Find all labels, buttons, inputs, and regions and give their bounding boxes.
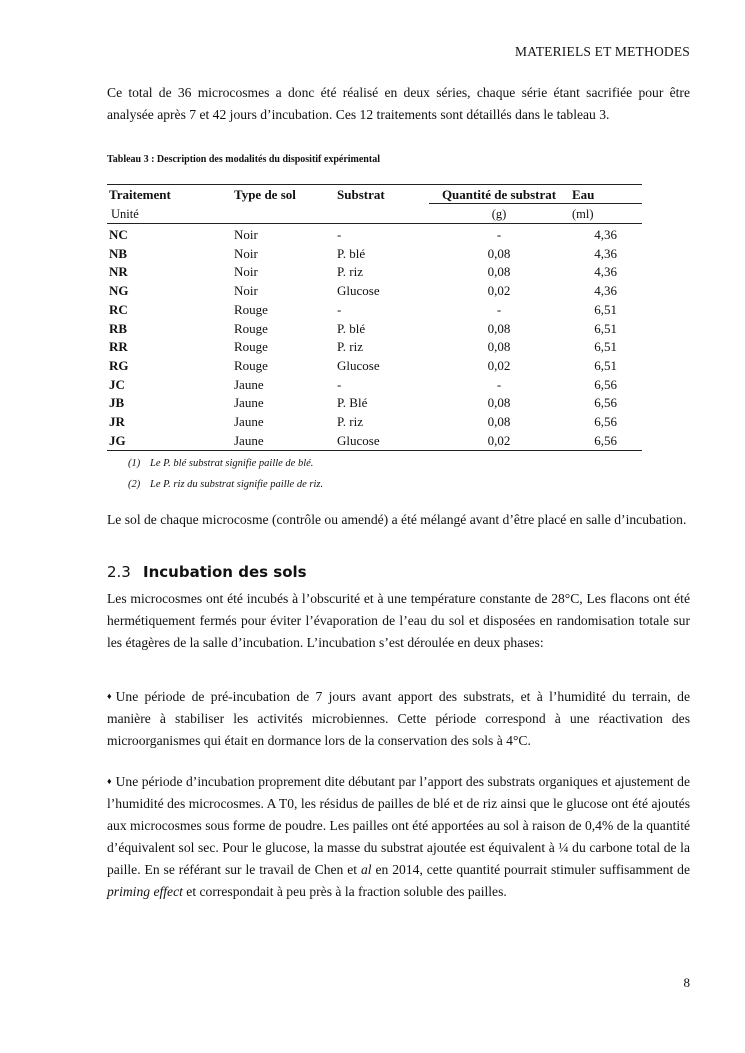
cell-water: 6,51 [594, 301, 617, 317]
cell-soil-type: Rouge [234, 301, 268, 317]
cell-substrate: - [337, 227, 342, 242]
header-underline [429, 203, 642, 204]
diamond-bullet-icon: ♦ [107, 691, 112, 701]
bullet-2-italic-priming: priming effect [107, 884, 183, 899]
table-row [107, 338, 642, 356]
cell-substrate-quantity: 0,08 [487, 395, 511, 411]
cell-treatment: RC [109, 301, 128, 317]
cell-substrate-quantity: 0,08 [487, 245, 511, 261]
cell-substrate-quantity: 0,08 [487, 339, 511, 355]
cell-treatment: NC [109, 227, 128, 242]
table-row [107, 432, 642, 450]
cell-substrate-quantity: - [496, 301, 502, 317]
cell-substrate-quantity: - [496, 227, 502, 242]
unit-grams: (g) [491, 207, 507, 221]
header-substrate-quantity: Quantité de substrat [441, 187, 557, 202]
cell-substrate: P. riz [337, 264, 363, 280]
cell-soil-type: Jaune [234, 376, 264, 392]
table-row [107, 263, 642, 281]
table-row [107, 282, 642, 300]
cell-substrate-quantity: 0,02 [487, 432, 511, 448]
table-header-row [107, 186, 642, 204]
cell-soil-type: Noir [234, 245, 258, 261]
cell-substrate: - [337, 376, 342, 392]
table-note-2 [128, 479, 323, 490]
header-soil-type: Type de sol [234, 187, 296, 202]
cell-treatment: NR [109, 264, 128, 280]
cell-water: 6,51 [594, 320, 617, 336]
bullet-2-text-cont: en 2014, cette quantité pourrait stimuler suffisamment de [371, 862, 690, 877]
cell-substrate-quantity: 0,08 [487, 414, 511, 429]
cell-treatment: JB [109, 395, 125, 411]
cell-substrate: Glucose [337, 283, 380, 299]
cell-water: 6,56 [594, 376, 617, 392]
cell-water: 4,36 [594, 227, 617, 242]
cell-substrate: P. riz [337, 414, 363, 429]
table-row [107, 320, 642, 338]
cell-substrate: P. Blé [337, 395, 368, 411]
table-bottom-rule [107, 450, 642, 451]
cell-treatment: JR [109, 414, 125, 429]
unit-label: Unité [111, 207, 139, 221]
mix-paragraph: Le sol de chaque microcosme (contrôle ou amendé) a été mélangé avant d’être placé en salle d’incubation. [107, 512, 687, 527]
bullet-2-text: Une période d’incubation proprement dite débutant par l’apport des substrats organiques et ajustement de l’humidité des microcosmes. A T0, les résidus de pailles de blé et de riz ainsi que le glucose ont été ajoutés aux microcosmes sous forme de poudre. Les pailles ont été apportées au sol à raison de 0,4% de la quantité d’équivalent sol sec. Pour le glucose, la masse du substrat ajoutée est équivalent à ¼ du carbone total de la paille. En se référant sur le travail de Chen et [107, 774, 690, 877]
cell-water: 6,51 [594, 339, 617, 355]
cell-substrate-quantity: 0,08 [487, 320, 511, 336]
header-substrate: Substrat [337, 187, 385, 202]
table-row [107, 301, 642, 319]
table-row [107, 226, 642, 244]
unit-ml: (ml) [572, 207, 594, 221]
table-row [107, 394, 642, 412]
page-number: 8 [683, 975, 690, 990]
table-caption: Tableau 3 : Description des modalités du dispositif expérimental [107, 154, 380, 165]
table-row [107, 376, 642, 394]
incubation-paragraph: Les microcosmes ont été incubés à l’obscurité et à une température constante de 28°C, Les flacons ont été hermétiquement fermés pour éviter l’évaporation de l’eau du sol et disposées en randomisation totale sur les étagères de la salle d’incubation. L’incubation s’est déroulée en deux phases: [107, 591, 690, 650]
cell-water: 6,56 [594, 395, 617, 411]
table-note-1 [128, 458, 313, 469]
table-unit-row [107, 205, 642, 223]
cell-substrate: P. riz [337, 339, 363, 355]
bullet-1-text: Une période de pré-incubation de 7 jours avant apport des substrats, et à l’humidité du terrain, de manière à stabiliser les activités microbiennes. Cette période correspond à une réactivation des microorganismes qui était en dormance lors de la conservation des sols à 4°C. [107, 689, 690, 748]
running-header: MATERIELS ET METHODES [515, 44, 690, 59]
cell-soil-type: Noir [234, 264, 258, 280]
note-text: Le P. riz du substrat signifie paille de riz. [150, 479, 324, 490]
diamond-bullet-icon: ♦ [107, 776, 112, 786]
intro-paragraph: Ce total de 36 microcosmes a donc été réalisé en deux séries, chaque série étant sacrifiée pour être analysée après 7 et 42 jours d’incubation. Ces 12 traitements sont détaillés dans le tableau 3. [107, 85, 690, 122]
cell-water: 4,36 [594, 245, 617, 261]
cell-water: 6,56 [594, 414, 617, 429]
section-title: Incubation des sols [143, 563, 307, 581]
cell-substrate-quantity: 0,08 [487, 264, 511, 280]
table-unit-rule [107, 223, 642, 224]
cell-soil-type: Rouge [234, 339, 268, 355]
cell-substrate: P. blé [337, 245, 366, 261]
cell-water: 4,36 [594, 264, 617, 280]
section-heading [107, 563, 307, 581]
cell-soil-type: Jaune [234, 395, 264, 411]
cell-treatment: NG [109, 283, 129, 299]
note-text: Le P. blé substrat signifie paille de blé. [150, 458, 314, 469]
cell-soil-type: Rouge [234, 357, 268, 373]
table-row [107, 413, 642, 431]
cell-treatment: RB [109, 320, 128, 336]
cell-substrate-quantity: - [496, 376, 502, 392]
header-water: Eau [572, 187, 595, 202]
cell-treatment: NB [109, 245, 128, 261]
table-top-rule [107, 184, 642, 185]
cell-soil-type: Noir [234, 227, 258, 242]
cell-soil-type: Jaune [234, 414, 264, 429]
cell-soil-type: Rouge [234, 320, 268, 336]
section-number: 2.3 [107, 563, 131, 581]
cell-soil-type: Jaune [234, 432, 264, 448]
cell-substrate-quantity: 0,02 [487, 357, 511, 373]
bullet-2-italic-al: al [361, 862, 372, 877]
cell-water: 6,51 [594, 357, 617, 373]
cell-treatment: RR [109, 339, 128, 355]
cell-soil-type: Noir [234, 283, 258, 299]
table-row [107, 245, 642, 263]
cell-treatment: JC [109, 376, 125, 392]
header-treatment: Traitement [109, 187, 171, 202]
cell-treatment: JG [109, 432, 126, 448]
cell-substrate: Glucose [337, 432, 380, 448]
cell-water: 6,56 [594, 432, 617, 448]
note-number: (1) [128, 458, 141, 469]
cell-substrate: Glucose [337, 357, 380, 373]
cell-treatment: RG [109, 357, 129, 373]
bullet-2-text-end: et correspondait à peu près à la fraction soluble des pailles. [182, 884, 507, 899]
note-number: (2) [128, 479, 141, 490]
cell-substrate: P. blé [337, 320, 366, 336]
bullet-paragraph-1 [107, 685, 690, 752]
cell-substrate: - [337, 301, 342, 317]
table-row [107, 357, 642, 375]
cell-substrate-quantity: 0,02 [487, 283, 511, 299]
bullet-paragraph-2 [107, 770, 690, 903]
cell-water: 4,36 [594, 283, 617, 299]
